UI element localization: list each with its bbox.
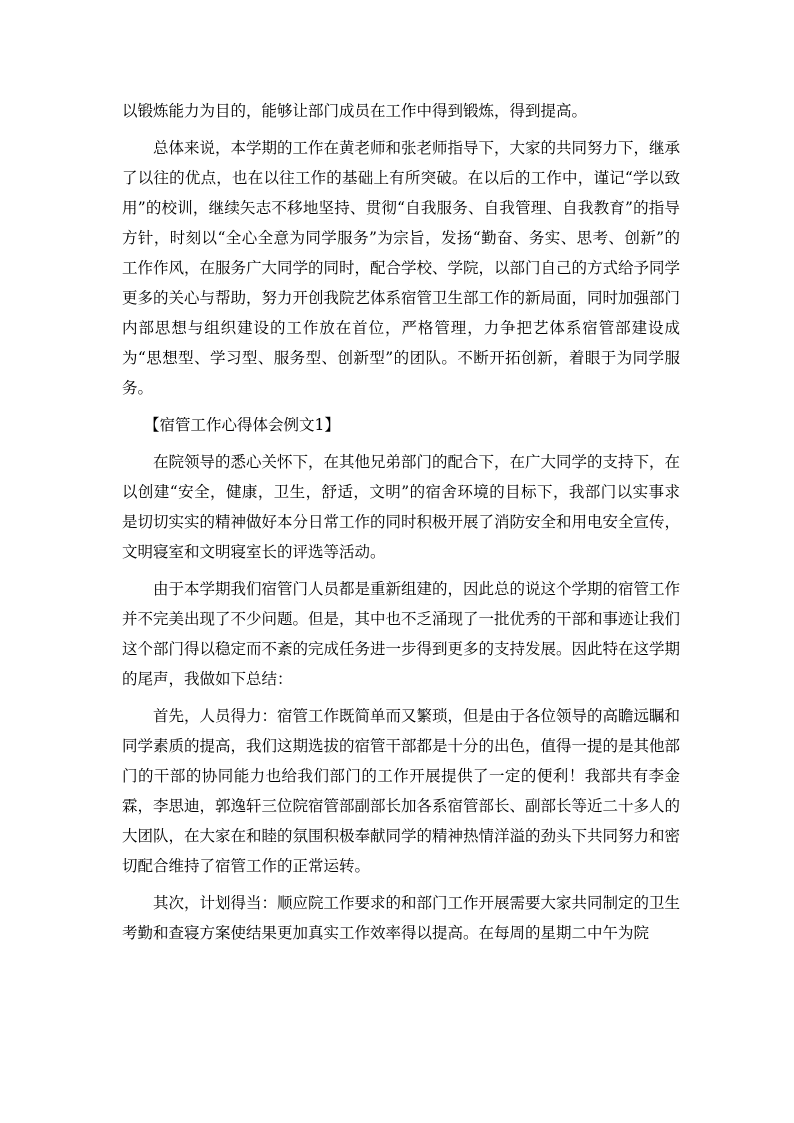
paragraph-second-point: 其次，计划得当：顺应院工作要求的和部门工作开展需要大家共同制定的卫生考勤和查寝方案使结果更加真实工作效率得以提高。在每周的星期二中午为院	[122, 894, 681, 942]
paragraph-continuation: 以锻炼能力为目的，能够让部门成员在工作中得到锻炼，得到提高。	[122, 102, 588, 120]
section-heading: 【宿管工作心得体会例文1】	[144, 416, 340, 434]
paragraph-first-point: 首先，人员得力：宿管工作既简单而又繁琐，但是由于各位领导的高瞻远瞩和同学素质的提高，我们这期选拔的宿管干部都是十分的出色，值得一提的是其他部门的干部的协同能力也给我们部门的工作开展提供了一定的便利！我部共有李金霖，李思迪，郭逸轩三位院宿管部副部长加各系宿管部长、副部长等近二十多人的大团队，在大家在和睦的氛围积极奉献同学的精神热情洋溢的劲头下共同努力和密切配合维持了宿管工作的正常运转。	[122, 707, 681, 875]
paragraph-intro: 在院领导的悉心关怀下，在其他兄弟部门的配合下，在广大同学的支持下，在以创建“安全，健康，卫生，舒适，文明”的宿舍环境的目标下，我部门以实事求是切切实实的精神做好本分日常工作的同时积极开展了消防安全和用电安全宣传，文明寝室和文明寝室长的评选等活动。	[122, 453, 681, 561]
document-body	[122, 96, 680, 948]
paragraph-summary: 总体来说，本学期的工作在黄老师和张老师指导下，大家的共同努力下，继承了以往的优点，也在以往工作的基础上有所突破。在以后的工作中，谨记“学以致用”的校训，继续矢志不移地坚持、贯彻“自我服务、自我管理、自我教育”的指导方针，时刻以“全心全意为同学服务”为宗旨，发扬“勤奋、务实、思考、创新”的工作作风，在服务广大同学的同时，配合学校、学院，以部门自己的方式给予同学更多的关心与帮助，努力开创我院艺体系宿管卫生部工作的新局面，同时加强部门内部思想与组织建设的工作放在首位，严格管理，力争把艺体系宿管部建设成为“思想型、学习型、服务型、创新型”的团队。不断开拓创新，着眼于为同学服务。	[122, 139, 681, 397]
paragraph-background: 由于本学期我们宿管门人员都是重新组建的，因此总的说这个学期的宿管工作并不完美出现了不少问题。但是，其中也不乏涌现了一批优秀的干部和事迹让我们这个部门得以稳定而不紊的完成任务进一步得到更多的支持发展。因此特在这学期的尾声，我做如下总结：	[122, 580, 681, 688]
